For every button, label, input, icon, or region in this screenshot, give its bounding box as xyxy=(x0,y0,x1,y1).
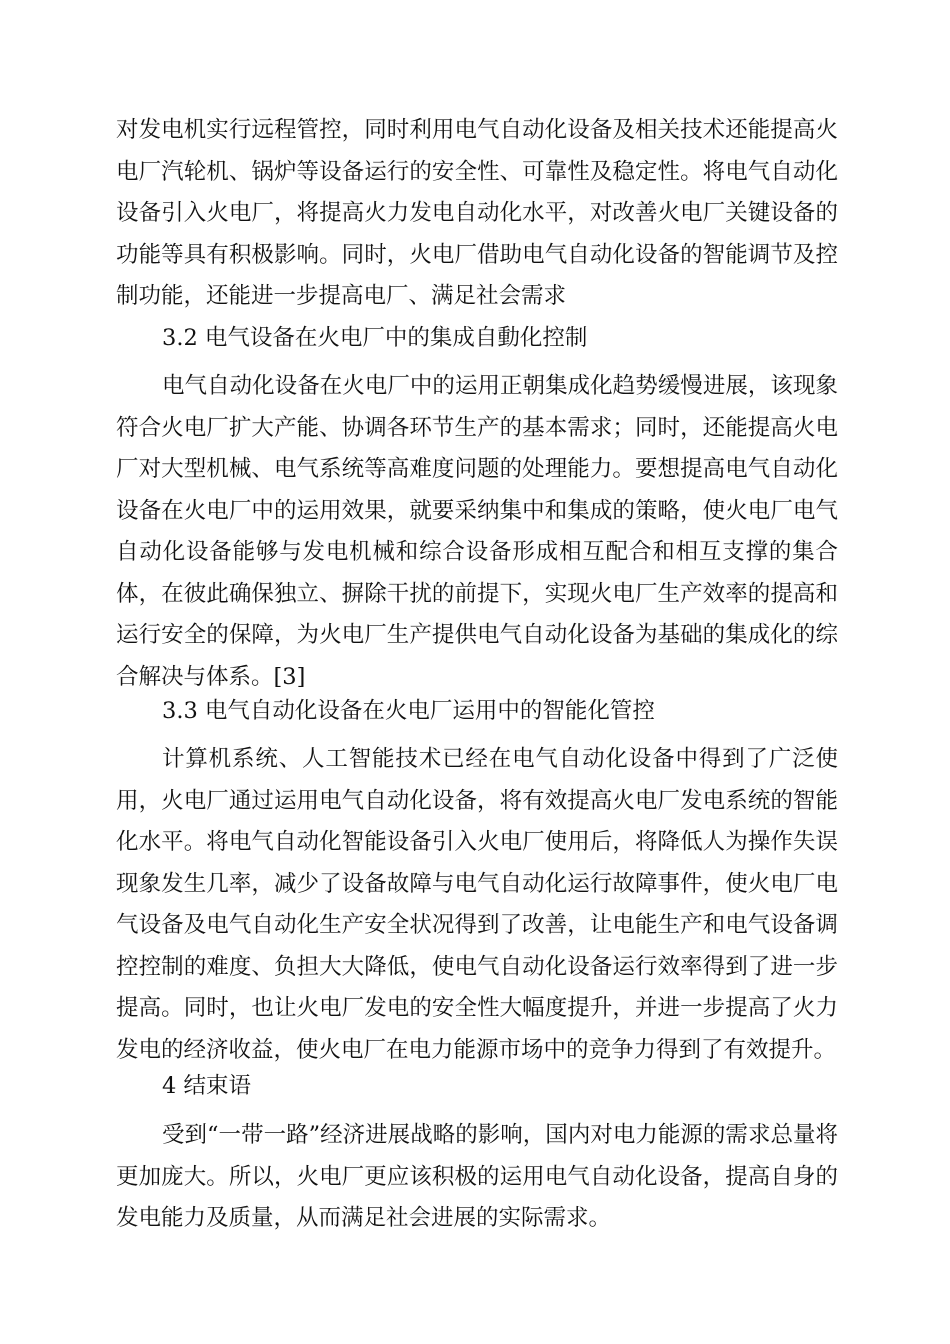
section-heading-3-3: 3.3 电气自动化设备在火电厂运用中的智能化管控 xyxy=(162,698,655,724)
paragraph-continuation: 对发电机实行远程管控，同时利用电气自动化设备及相关技术还能提高火电厂汽轮机、锅炉等设备运行的安全性、可靠性及稳定性。将电气自动化设备引入火电厂，将提高火力发电自动化水平，对改善火电厂关键设备的功能等具有积极影响。同时，火电厂借助电气自动化设备的智能调节及控制功能，还能进一步提高电厂、满足社会需求 xyxy=(116,117,838,309)
section-heading-3-2: 3.2 电气设备在火电厂中的集成自動化控制 xyxy=(162,325,588,351)
paragraph-integration-control: 电气自动化设备在火电厂中的运用正朝集成化趋势缓慢进展，该现象符合火电厂扩大产能、协调各环节生产的基本需求；同时，还能提高火电厂对大型机械、电气系统等高难度问题的处理能力。要想提高电气自动化设备在火电厂中的运用效果，就要采纳集中和集成的策略，使火电厂电气自动化设备能够与发电机械和综合设备形成相互配合和相互支撑的集合体，在彼此确保独立、摒除干扰的前提下，实现火电厂生产效率的提高和运行安全的保障，为火电厂生产提供电气自动化设备为基础的集成化的综合解决与体系。[3] xyxy=(116,373,838,690)
paragraph-intelligent-control: 计算机系统、人工智能技术已经在电气自动化设备中得到了广泛使用，火电厂通过运用电气自动化设备，将有效提高火电厂发电系统的智能化水平。将电气自动化智能设备引入火电厂使用后，将降低人为操作失误现象发生几率，减少了设备故障与电气自动化运行故障事件，使火电厂电气设备及电气自动化生产安全状况得到了改善，让电能生产和电气设备调控控制的难度、负担大大降低，使电气自动化设备运行效率得到了进一步提高。同时，也让火电厂发电的安全性大幅度提升，并进一步提高了火力发电的经济收益，使火电厂在电力能源市场中的竞争力得到了有效提升。 xyxy=(116,746,838,1063)
paragraph-conclusion: 受到“一带一路”经济进展战略的影响，国内对电力能源的需求总量将更加庞大。所以，火电厂更应该积极的运用电气自动化设备，提高自身的发电能力及质量，从而满足社会进展的实际需求。 xyxy=(116,1122,838,1231)
section-heading-4-conclusion: 4 结束语 xyxy=(162,1073,251,1099)
